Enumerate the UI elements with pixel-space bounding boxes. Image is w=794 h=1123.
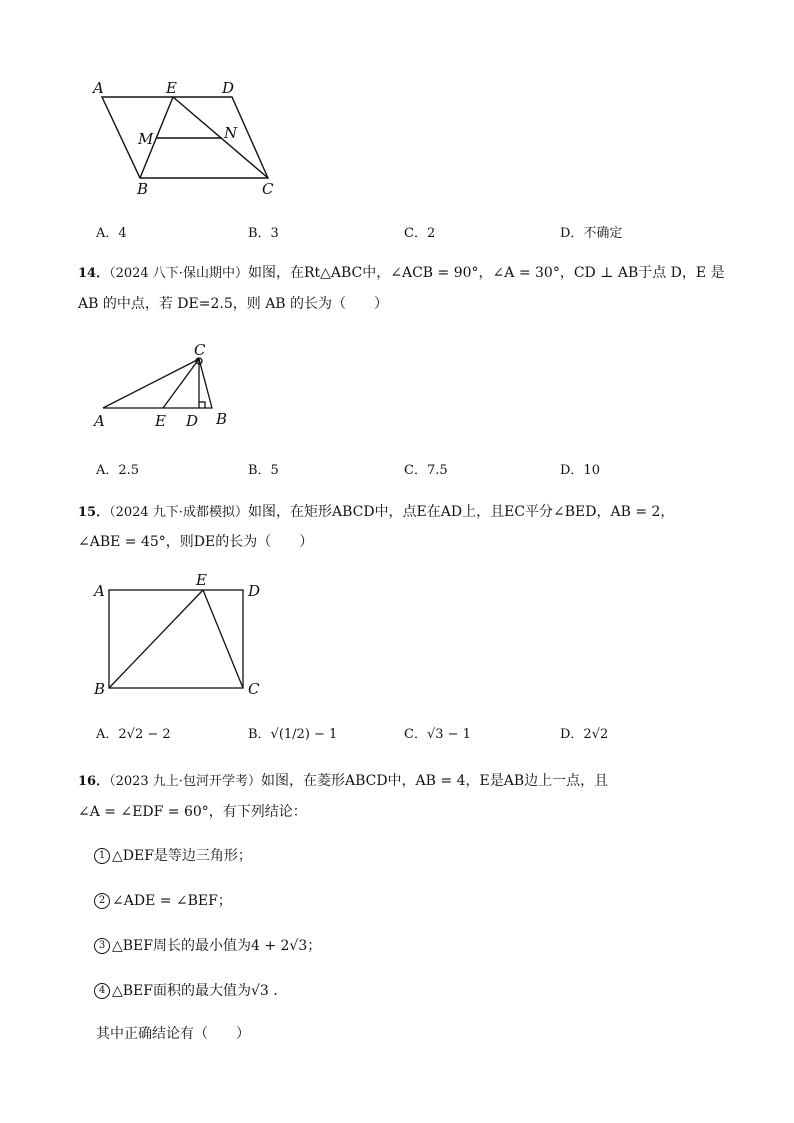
q13-option-a[interactable]: A．4 [96, 226, 127, 241]
label-B: B [94, 680, 106, 698]
label-N: N [224, 124, 238, 142]
q14-number: 14． [78, 266, 110, 281]
q16-stem-line1 [78, 768, 608, 795]
q15-option-c[interactable]: C．√3 − 1 [404, 727, 471, 742]
q16-text: 如图，在菱形ABCD中，AB = 4，E是AB边上一点，且 [260, 773, 609, 789]
q15-option-b[interactable]: B．√(1/2) − 1 [248, 727, 338, 742]
q13-option-b[interactable]: B．3 [248, 226, 279, 241]
label-D: D [186, 412, 199, 430]
q15-option-d[interactable]: D．2√2 [560, 727, 609, 742]
conclusion-mark-2: 2 [94, 893, 110, 909]
label-C: C [248, 680, 260, 698]
q15-text: 如图，在矩形ABCD中，点E在AD上，且EC平分∠BED，AB = 2， [247, 504, 675, 520]
q15-stem-line2: ∠ABE = 45°，则DE的长为（ ） [78, 534, 314, 550]
label-A: A [94, 412, 105, 430]
q16-conclusion-2 [94, 888, 232, 914]
label-A: A [93, 79, 104, 97]
conclusion-text: △BEF周长的最小值为4 + 2√3； [112, 938, 322, 954]
q16-number: 16． [78, 774, 110, 789]
label-M: M [138, 130, 154, 148]
q14-option-b[interactable]: B．5 [248, 463, 279, 478]
label-B: B [137, 180, 149, 198]
q14-option-c[interactable]: C．7.5 [404, 463, 448, 478]
conclusion-mark-4: 4 [94, 983, 110, 999]
q14-text: 如图，在Rt△ABC中，∠ACB = 90°，∠A = 30°，CD ⊥ AB于点 D，E 是 [247, 265, 725, 281]
conclusion-text: △BEF面积的最大值为√3 . [112, 983, 278, 999]
q16-question: 其中正确结论有（ ） [96, 1026, 250, 1042]
label-C: C [262, 180, 274, 198]
label-D: D [248, 582, 261, 600]
q14-option-a[interactable]: A．2.5 [96, 463, 140, 478]
q13-option-c[interactable]: C．2 [404, 226, 436, 241]
q16-conclusion-3 [94, 933, 321, 959]
label-D: D [222, 79, 235, 97]
q16-stem-line2: ∠A = ∠EDF = 60°，有下列结论： [78, 804, 307, 820]
q15-number: 15． [78, 505, 110, 520]
label-C: C [194, 341, 206, 359]
label-E: E [155, 412, 166, 430]
q15-source: （2024 九下·成都模拟） [109, 505, 248, 520]
q14-option-d[interactable]: D．10 [560, 463, 600, 478]
q16-conclusion-1 [94, 843, 252, 869]
label-A: A [94, 582, 105, 600]
q14-source: （2024 八下·保山期中） [109, 266, 248, 281]
conclusion-mark-3: 3 [94, 938, 110, 954]
conclusion-text: ∠ADE = ∠BEF； [112, 893, 232, 909]
q14-stem-line2: AB 的中点，若 DE=2.5，则 AB 的长为（ ） [78, 296, 389, 312]
q13-option-d[interactable]: D．不确定 [560, 226, 623, 241]
q15-option-a[interactable]: A．2√2 − 2 [96, 727, 171, 742]
label-E: E [166, 79, 177, 97]
label-E: E [196, 571, 207, 589]
conclusion-text: △DEF是等边三角形； [112, 848, 252, 864]
label-B: B [216, 410, 228, 428]
conclusion-mark-1: 1 [94, 848, 110, 864]
q16-source: （2023 九上·包河开学考） [109, 774, 261, 789]
q16-conclusion-4 [94, 978, 278, 1004]
